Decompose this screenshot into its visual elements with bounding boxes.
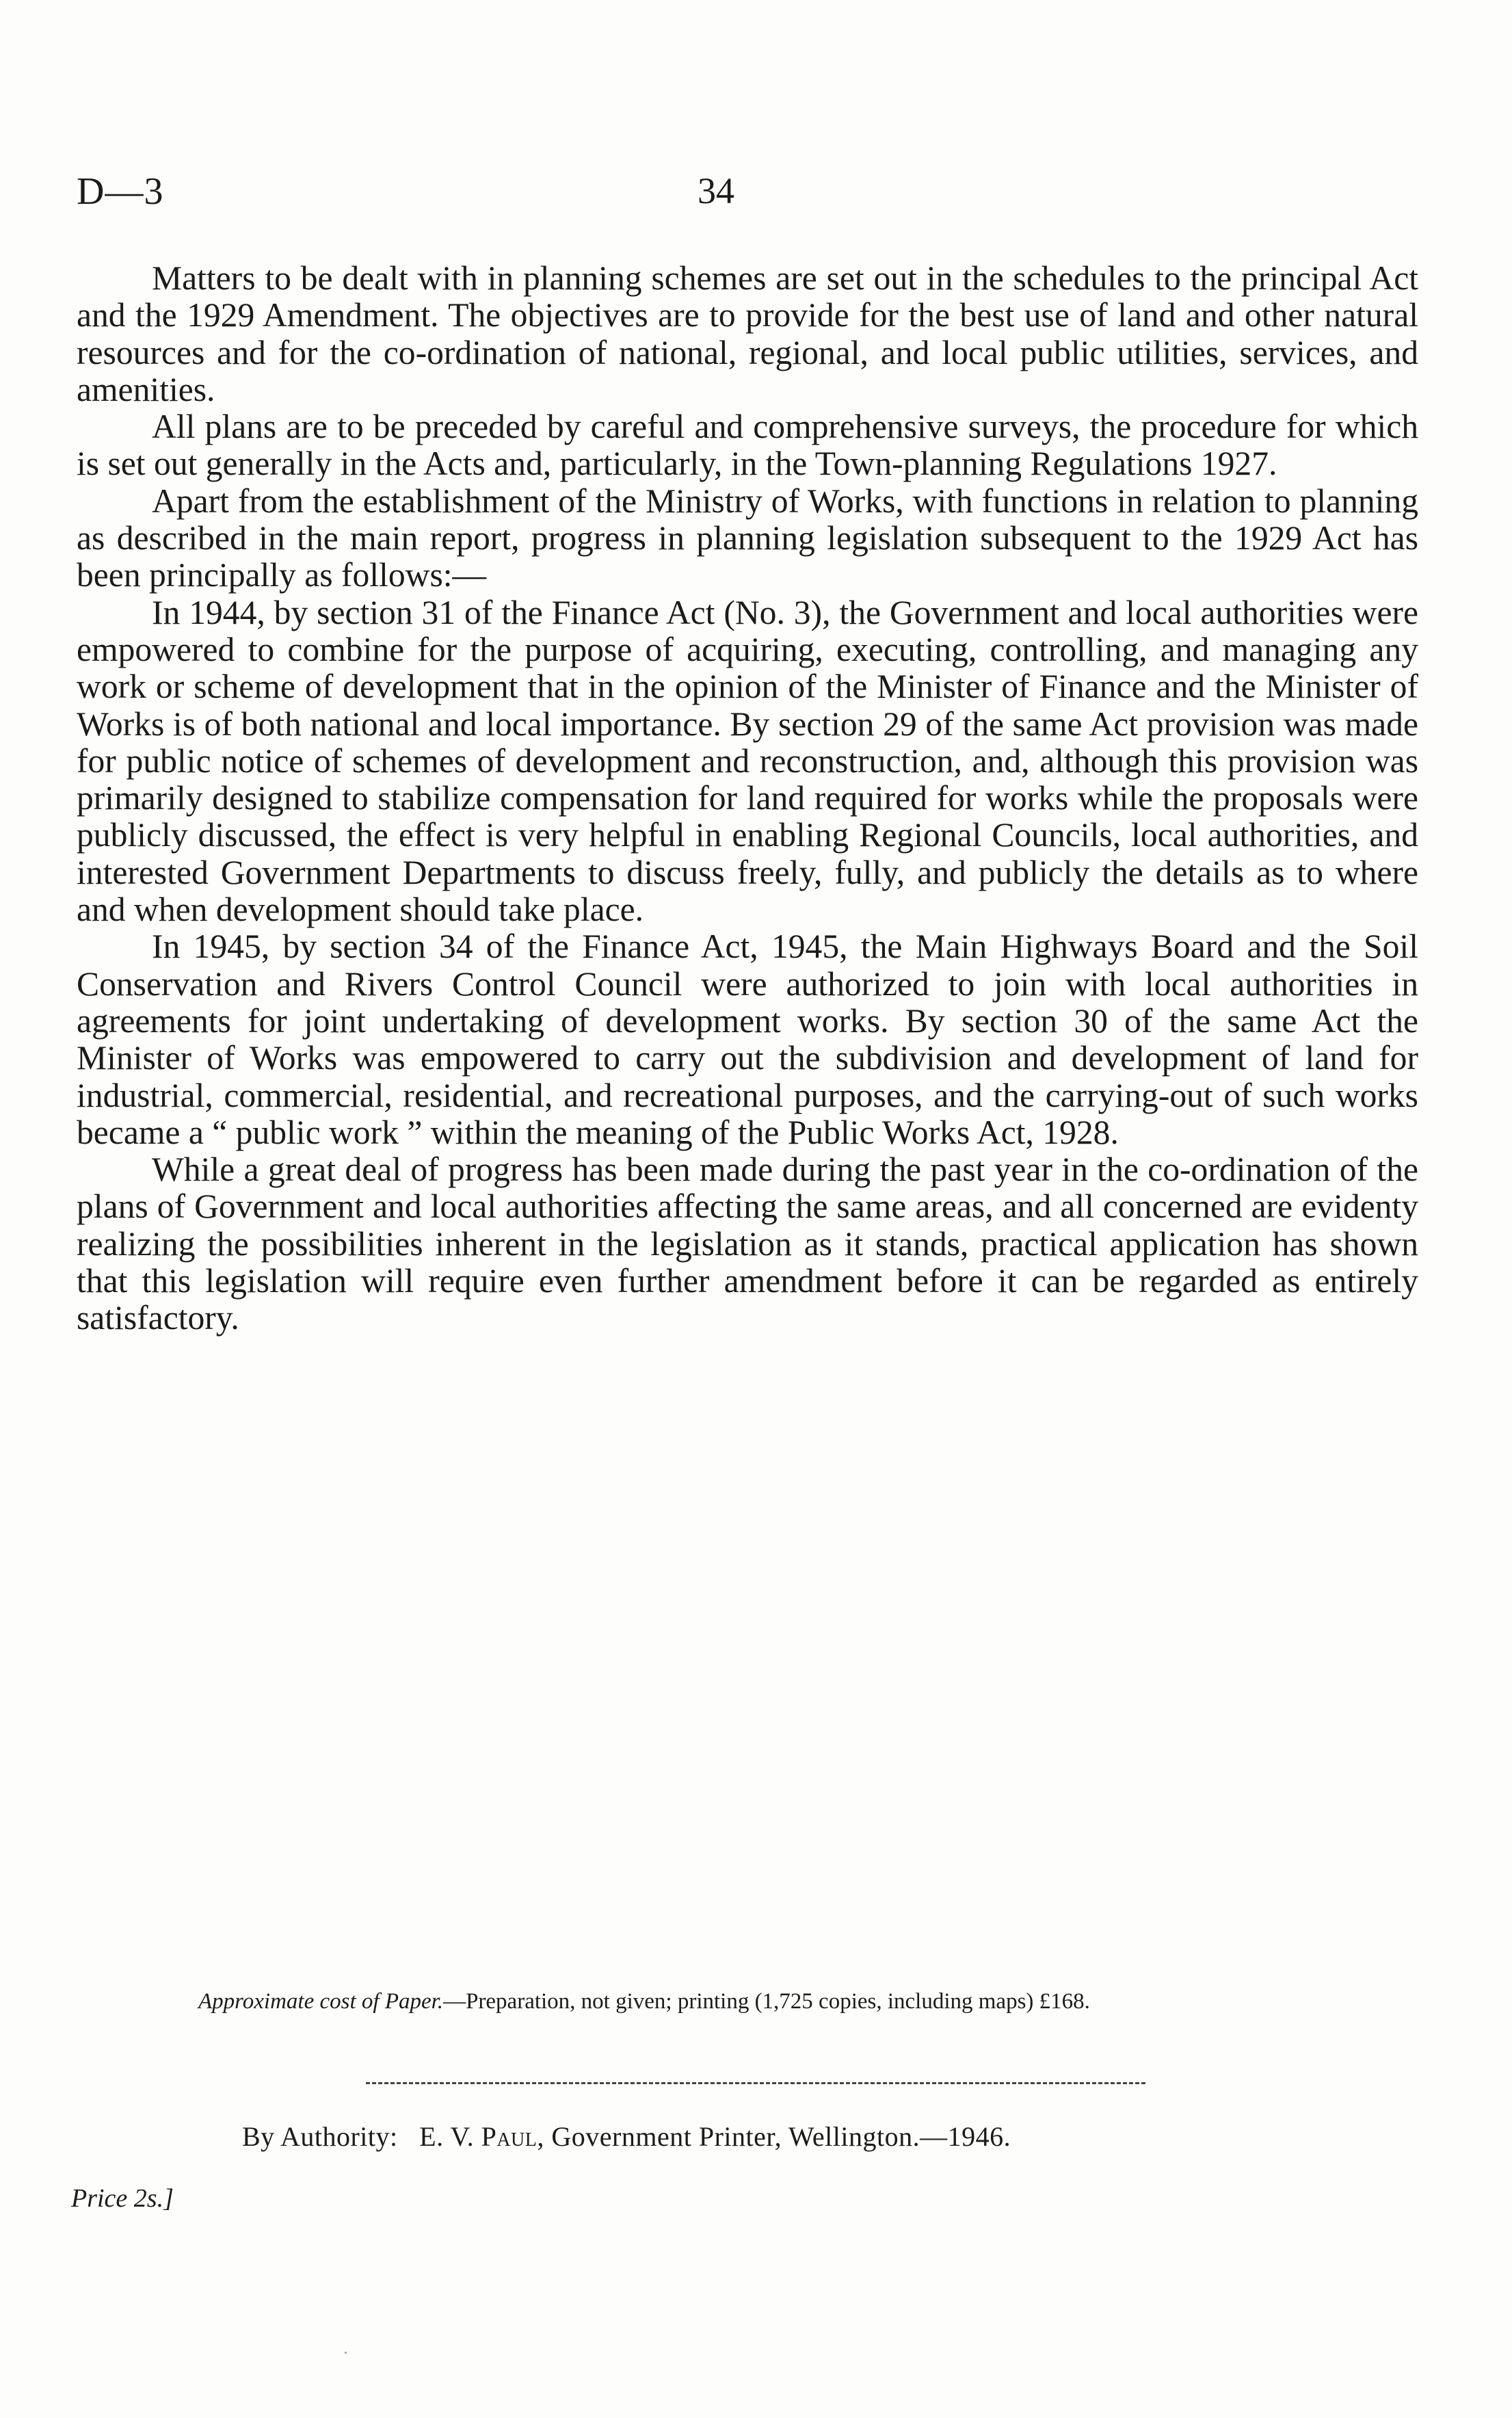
price-note: Price 2s.]	[71, 2184, 174, 2213]
cost-label: Approximate cost of Paper.	[198, 1989, 444, 2014]
page-number: 34	[698, 170, 734, 211]
authority-suffix: Government Printer, Wellington.—1946.	[551, 2121, 1011, 2152]
paragraph: In 1945, by section 34 of the Finance Act, 1945, the Main Highways Board and the Soil Conservation and Rivers Control Council were authorized to join with local authorities in agreements for joint undertaking of development works. By section 30 of the same Act the Minister of Works was empowered to carry out the subdivision and development of land for industrial, commercial, residential, and recreational purposes, and the carrying-out of such works became a “ public work ” within the meaning of the Public Works Act, 1928.	[77, 928, 1418, 1151]
paper-speck	[345, 2352, 347, 2354]
paragraph: In 1944, by section 31 of the Finance Act (No. 3), the Government and local authorities were empowered to combine for the purpose of acquiring, executing, controlling, and managing any work or scheme of development that in the opinion of the Minister of Finance and the Minister of Works is of both national and local importance. By section 29 of the same Act provision was made for public notice of schemes of development and reconstruction, and, although this provision was primarily designed to stabilize compensation for land required for works while the proposals were publicly discussed, the effect is very helpful in enabling Regional Councils, local authorities, and interested Government Departments to discuss freely, fully, and publicly the details as to where and when development should take place.	[77, 593, 1418, 929]
cost-note	[198, 1989, 1090, 2014]
divider-rule	[366, 2082, 1145, 2084]
paragraph: All plans are to be preceded by careful and comprehensive surveys, the procedure for which is set out generally in the Acts and, particularly, in the Town-planning Regulations 1927.	[77, 408, 1418, 483]
printer-name: E. V. Paul,	[419, 2121, 544, 2152]
printer-authority	[242, 2120, 1011, 2153]
paragraph: Matters to be dealt with in planning schemes are set out in the schedules to the principal Act and the 1929 Amendment. The objectives are to provide for the best use of land and other natural resources and for the co-ordination of national, regional, and local public utilities, services, and amenities.	[77, 259, 1418, 408]
paragraph: Apart from the establishment of the Ministry of Works, with functions in relation to planning as described in the main report, progress in planning legislation subsequent to the 1929 Act has been principally as follows:—	[77, 482, 1418, 594]
report-code: D—3	[77, 170, 164, 213]
cost-text: —Preparation, not given; printing (1,725 copies, including maps) £168.	[443, 1989, 1090, 2014]
authority-prefix: By Authority:	[242, 2121, 398, 2152]
paragraph: While a great deal of progress has been made during the past year in the co-ordination of the plans of Government and local authorities affecting the same areas, and all concerned are evidenty realizing the possibilities inherent in the legislation as it stands, practical application has shown that this legislation will require even further amendment before it can be regarded as entirely satisfactory.	[77, 1151, 1418, 1337]
body-text	[77, 260, 1418, 1337]
